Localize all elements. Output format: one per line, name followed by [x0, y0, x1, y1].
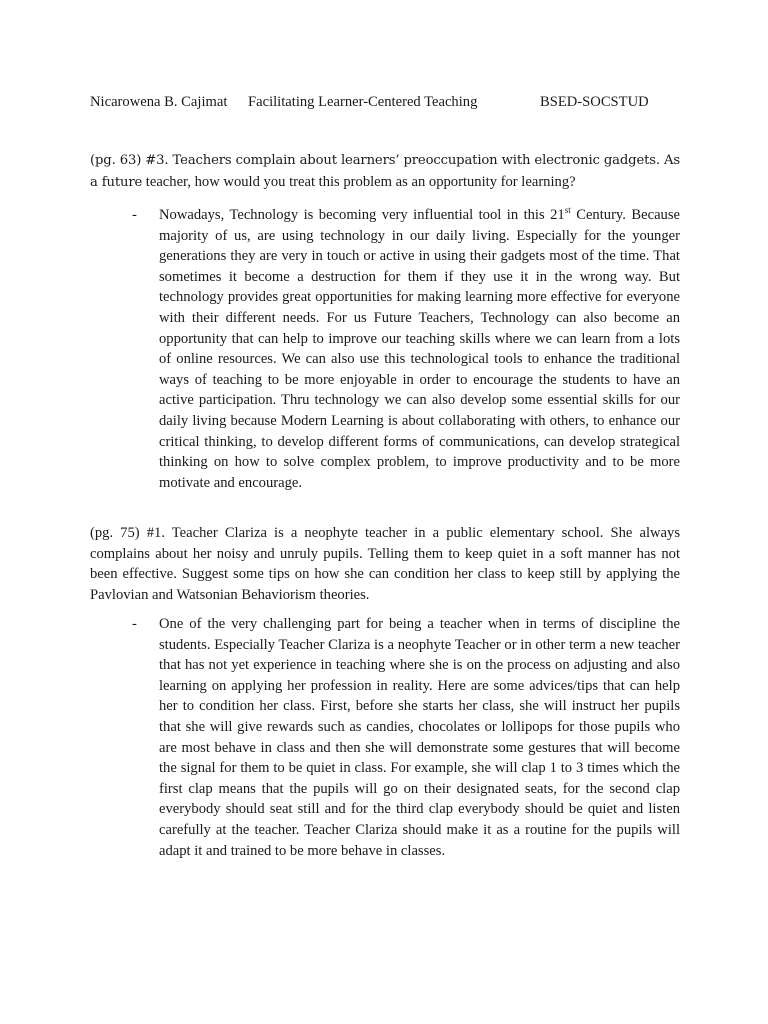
program-label: BSED-SOCSTUD [540, 94, 649, 110]
answer-1-part2: Century. Because majority of us, are using technology in our daily living. Especially for the younger generations they are very in touch or active in using their gadgets most of the time. That sometimes it become a destruction for them if they use it in the wrong way. But technology provides great opportunities for making learning more effective for everyone with their different needs. For us Future Teachers, Technology can also become an opportunity that can help to improve our teaching skills where we can learn from a lots of online resources. We can also use this technological tools to enhance the traditional ways of teaching to be more enjoyable in order to encourage the students to have an active participation. Thru technology we can also develop some essential skills for our daily living because Modern Learning is about collaborating with others, to enhance our critical thinking, to develop different forms of communications, can develop strategical thinking on how to solve complex problem, to improve productivity and to be more motivate and encourage. [159, 207, 681, 491]
answer-1-text [159, 205, 680, 493]
answer-2 [132, 614, 680, 861]
answer-2-text: One of the very challenging part for being a teacher when in terms of discipline the students. Especially Teacher Clariza is a neophyte Teacher or in other term a new teacher that has not yet experience in teaching where she is on the process on adjusting and also learning on applying her profession in reality. Here are some advices/tips that can help her to condition her class. First, before she starts her class, she will instruct her pupils that she will give rewards such as candies, chocolates or lollipops for those pupils who are most behave in class and then she will demonstrate some gestures that will become the signal for them to be quiet in class. For example, she will clap 1 to 3 times which the first clap means that the pupils will go on their designated seats, for the second clap everybody should seat still and for the third clap everybody should be quiet and listen carefully at the teacher. Teacher Clariza should make it as a routine for the pupils will adapt it and trained to be more behave in classes. [159, 616, 680, 859]
question-1 [90, 150, 680, 193]
course-title: Facilitating Learner-Centered Teaching [248, 94, 478, 110]
answer-2-bullet: - [132, 616, 137, 632]
answer-1-superscript: st [564, 205, 571, 216]
question-1-lead: (pg. 63) #3. Teachers complain about learners’ preoccupation with electronic gadgets. As a future [90, 153, 680, 190]
author-name: Nicarowena B. Cajimat [90, 94, 228, 110]
answer-1-bullet: - [132, 207, 137, 223]
question-1-rest: teacher, how would you treat this problem as an opportunity for learning? [142, 173, 576, 190]
answer-1-part1: Nowadays, Technology is becoming very influential tool in this 21 [159, 207, 565, 223]
question-2: (pg. 75) #1. Teacher Clariza is a neophyte teacher in a public elementary school. She always complains about her noisy and unruly pupils. Telling them to keep quiet in a soft manner has not been effective. Suggest some tips on how she can condition her class to keep still by applying the Pavlovian and Watsonian Behaviorism theories. [90, 525, 680, 603]
answer-1 [132, 205, 680, 493]
